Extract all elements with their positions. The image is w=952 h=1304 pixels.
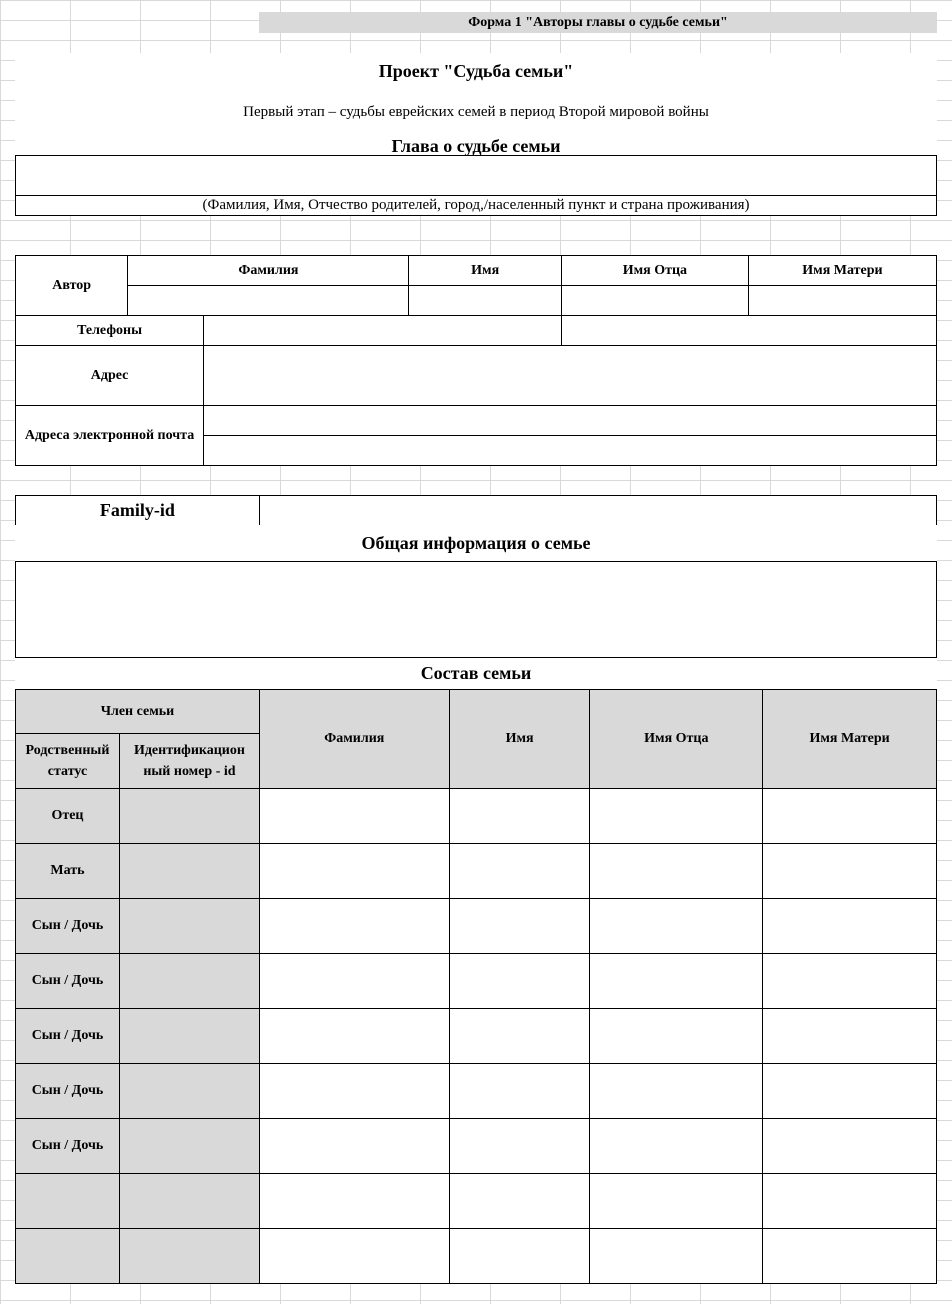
email-input-2[interactable]	[204, 436, 937, 466]
phone-input-1[interactable]	[204, 316, 562, 346]
member-id-input[interactable]	[119, 789, 259, 844]
member-surname-input[interactable]	[259, 1229, 449, 1284]
author-father-input[interactable]	[561, 286, 748, 316]
member-surname-input[interactable]	[259, 899, 449, 954]
author-table	[15, 255, 937, 466]
composition-table	[15, 689, 937, 1284]
member-id-input[interactable]	[119, 1119, 259, 1174]
member-id-input[interactable]	[119, 1064, 259, 1119]
table-row	[16, 1119, 937, 1174]
table-row	[16, 899, 937, 954]
member-surname-input[interactable]	[259, 954, 449, 1009]
member-header: Член семьи	[16, 690, 260, 734]
author-col-surname: Фамилия	[128, 256, 409, 286]
chapter-input[interactable]	[15, 155, 937, 196]
member-id-input[interactable]	[119, 1229, 259, 1284]
member-father-input[interactable]	[590, 954, 763, 1009]
relation-status: Сын / Дочь	[16, 1009, 120, 1064]
member-name-input[interactable]	[449, 1174, 590, 1229]
member-father-input[interactable]	[590, 844, 763, 899]
author-col-mother: Имя Матери	[748, 256, 936, 286]
member-name-input[interactable]	[449, 1119, 590, 1174]
author-col-name: Имя	[409, 256, 561, 286]
member-surname-input[interactable]	[259, 1064, 449, 1119]
member-id-input[interactable]	[119, 899, 259, 954]
member-father-input[interactable]	[590, 1229, 763, 1284]
member-mother-input[interactable]	[763, 954, 937, 1009]
member-mother-input[interactable]	[763, 1064, 937, 1119]
member-father-input[interactable]	[590, 1064, 763, 1119]
member-surname-input[interactable]	[259, 789, 449, 844]
project-title: Проект "Судьба семьи"	[378, 60, 574, 81]
form-title: Форма 1 "Авторы главы о судьбе семьи"	[259, 12, 937, 33]
member-mother-input[interactable]	[763, 1174, 937, 1229]
relation-status: Мать	[16, 844, 120, 899]
table-row	[16, 1174, 937, 1229]
address-input[interactable]	[204, 346, 937, 406]
chapter-caption: (Фамилия, Имя, Отчество родителей, город,/населенный пункт и страна проживания)	[15, 195, 937, 216]
table-row	[16, 1229, 937, 1284]
member-mother-input[interactable]	[763, 844, 937, 899]
table-row	[16, 1009, 937, 1064]
relation-status: Сын / Дочь	[16, 899, 120, 954]
family-id-label: Family-id	[16, 496, 260, 526]
author-mother-input[interactable]	[748, 286, 936, 316]
family-id-table	[15, 495, 937, 526]
member-name-input[interactable]	[449, 1064, 590, 1119]
member-id-input[interactable]	[119, 954, 259, 1009]
table-row	[16, 844, 937, 899]
relation-status: Сын / Дочь	[16, 1064, 120, 1119]
relation-status	[16, 1174, 120, 1229]
member-father-input[interactable]	[590, 899, 763, 954]
author-col-father: Имя Отца	[561, 256, 748, 286]
chapter-title: Глава о судьбе семьи	[391, 135, 561, 156]
member-mother-input[interactable]	[763, 899, 937, 954]
member-name-input[interactable]	[449, 954, 590, 1009]
member-mother-input[interactable]	[763, 1009, 937, 1064]
member-father-input[interactable]	[590, 789, 763, 844]
subtitle: Первый этап – судьбы еврейских семей в период Второй мировой войны	[243, 103, 709, 120]
member-surname-input[interactable]	[259, 1174, 449, 1229]
member-mother-input[interactable]	[763, 1119, 937, 1174]
email-label: Адреса электронной почта	[16, 406, 204, 466]
table-row	[16, 954, 937, 1009]
member-surname-input[interactable]	[259, 844, 449, 899]
family-id-input[interactable]	[259, 496, 936, 526]
general-info-title: Общая информация о семье	[15, 525, 937, 561]
member-name-input[interactable]	[449, 844, 590, 899]
comp-col-name: Имя	[449, 690, 590, 789]
member-name-input[interactable]	[449, 899, 590, 954]
member-id-input[interactable]	[119, 1009, 259, 1064]
member-mother-input[interactable]	[763, 1229, 937, 1284]
composition-title: Состав семьи	[15, 658, 937, 689]
address-label: Адрес	[16, 346, 204, 406]
id-header: Идентификацион ный номер - id	[119, 734, 259, 789]
member-surname-input[interactable]	[259, 1119, 449, 1174]
comp-col-father: Имя Отца	[590, 690, 763, 789]
member-id-input[interactable]	[119, 1174, 259, 1229]
phone-input-2[interactable]	[561, 316, 936, 346]
member-id-input[interactable]	[119, 844, 259, 899]
relation-status	[16, 1229, 120, 1284]
relation-status: Сын / Дочь	[16, 954, 120, 1009]
relation-status: Сын / Дочь	[16, 1119, 120, 1174]
table-row	[16, 1064, 937, 1119]
member-father-input[interactable]	[590, 1119, 763, 1174]
member-name-input[interactable]	[449, 1009, 590, 1064]
member-name-input[interactable]	[449, 789, 590, 844]
relation-status: Отец	[16, 789, 120, 844]
author-surname-input[interactable]	[128, 286, 409, 316]
member-surname-input[interactable]	[259, 1009, 449, 1064]
phones-label: Телефоны	[16, 316, 204, 346]
relation-header: Родственный статус	[16, 734, 120, 789]
table-row	[16, 789, 937, 844]
member-father-input[interactable]	[590, 1174, 763, 1229]
general-info-input[interactable]	[15, 561, 937, 658]
comp-col-surname: Фамилия	[259, 690, 449, 789]
comp-col-mother: Имя Матери	[763, 690, 937, 789]
member-name-input[interactable]	[449, 1229, 590, 1284]
member-mother-input[interactable]	[763, 789, 937, 844]
member-father-input[interactable]	[590, 1009, 763, 1064]
author-label: Автор	[16, 256, 128, 316]
email-input-1[interactable]	[204, 406, 937, 436]
author-name-input[interactable]	[409, 286, 561, 316]
